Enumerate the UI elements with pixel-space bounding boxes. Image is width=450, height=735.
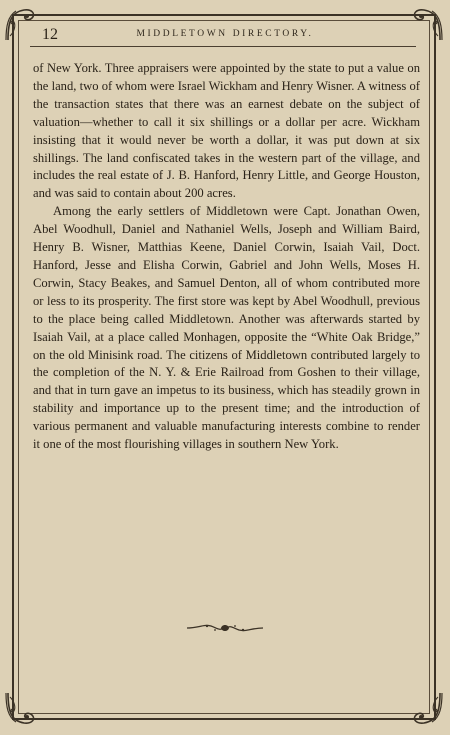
vine-ornament-icon: [185, 620, 265, 634]
page-number: 12: [42, 26, 58, 43]
header-rule: [30, 46, 416, 47]
paragraph: of New York. Three appraisers were appointed by the state to put a value on the land, two of whom were Israel Wickham and Henry Wisner. A witness of the transaction states that there was an earnest debate on the subject of valuation—whether to call it six shillings or a dollar per acre. Wickham insisting that it would never be worth a dollar, it was put down at six shillings. The land confiscated takes in the western part of the village, and includes the real estate of J. B. Hanford, Henry Little, and George Houston, and was said to contain about 200 acres.: [33, 61, 420, 201]
page-header: [28, 24, 422, 46]
running-head: MIDDLETOWN DIRECTORY.: [136, 29, 314, 39]
scroll-corner-icon: [408, 691, 444, 727]
body-text: [33, 60, 420, 454]
paragraph: Among the early settlers of Middletown were Capt. Jonathan Owen, Abel Woodhull, Daniel and Nathaniel Wells, Joseph and William Baird, Henry B. Wisner, Matthias Keene, Daniel Corwin, Isaiah Vail, Doct. Hanford, Jesse and Elisha Corwin, Gabriel and John Wells, Moses H. Corwin, Stacy Beakes, and Samuel Denton, all of whom contributed more or less to its prosperity. The first store was kept by Abel Woodhull, previous to the place being called Middletown. Another was afterwards started by Isaiah Vail, at a place called Monhagen, opposite the “White Oak Bridge,” on the old Minisink road. The citizens of Middletown contributed largely to the completion of the N. Y. & Erie Railroad from Goshen to their village, and that in turn gave an impetus to its business, which has steadily grown in stability and importance up to the present time; and the introduction of various permanent and valuable manufacturing interests combine to render it one of the most flourishing villages in southern New York.: [33, 204, 420, 452]
scroll-corner-icon: [4, 691, 40, 727]
